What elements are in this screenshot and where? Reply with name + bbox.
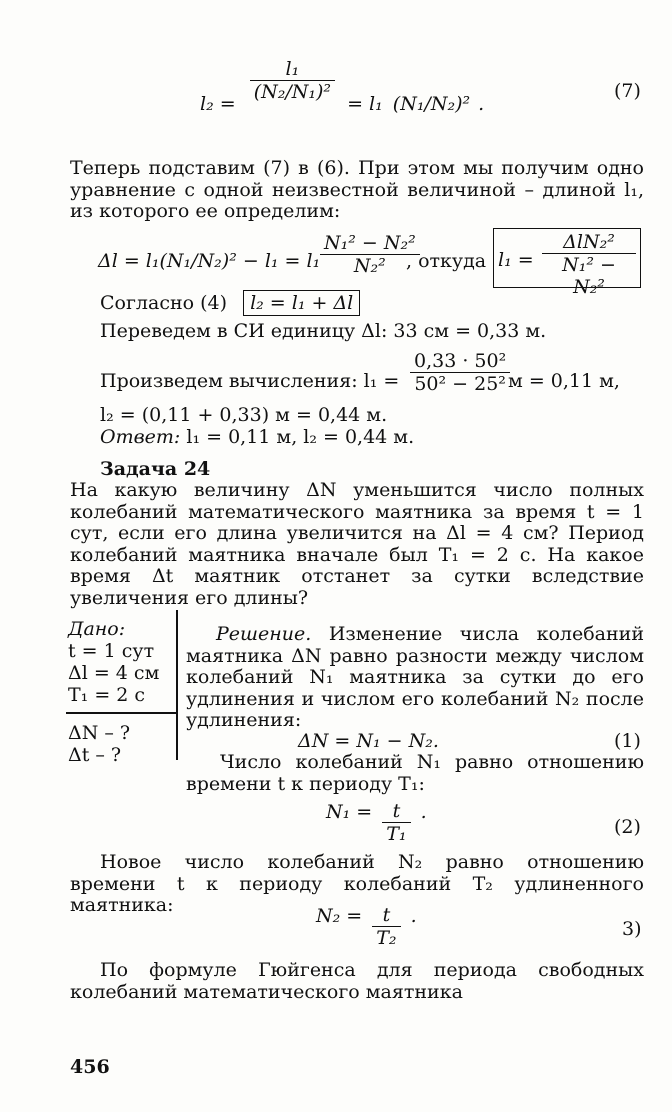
si-conversion-line: Переведем в СИ единицу Δl: 33 см = 0,33 м. — [100, 320, 547, 342]
paragraph-substitute: Теперь подставим (7) в (6). При этом мы получим одно уравнение с одной неизвестной величиной – длиной l₁, из которого ее определим: — [70, 157, 644, 222]
boxed-l2-formula: l₂ = l₁ + Δl — [243, 290, 360, 316]
formula-delta-l-left: Δl = l₁(N₁/N₂)² − l₁ = l₁ — [98, 250, 321, 272]
boxed-l1-numerator: ΔlN₂² — [542, 231, 636, 254]
solution-lead: Решение. — [216, 623, 312, 645]
formula-delta-l — [98, 231, 648, 298]
equation-2-lhs: N₁ = — [326, 800, 373, 823]
formula-delta-l-otkuda: , откуда — [406, 250, 487, 272]
equation-3-lhs: N₂ = — [316, 904, 363, 927]
equation-2-denominator: T₁ — [386, 823, 407, 845]
find-item: Δt – ? — [68, 744, 122, 766]
given-horizontal-divider — [66, 712, 176, 714]
solution-text-4: По формуле Гюйгенса для периода свободных колебаний математического маятника — [70, 959, 644, 1003]
answer-label: Ответ: — [100, 426, 181, 448]
equation-2-end: . — [420, 800, 427, 823]
formula-7-numerator: l₁ — [250, 58, 335, 81]
equation-3-end: . — [410, 904, 417, 927]
formula-delta-l-denominator: N₂² — [353, 255, 386, 277]
formula-7 — [200, 58, 485, 115]
calculation-numerator: 0,33 · 50² — [410, 350, 510, 373]
equation-1-label: (1) — [614, 730, 641, 752]
formula-7-denominator: (N₂/N₁)² — [253, 81, 332, 103]
given-item: t = 1 сут — [68, 640, 155, 662]
calculation-line — [100, 350, 650, 410]
equation-3-label: 3) — [622, 918, 642, 940]
calculation-denominator: 50² − 25² — [414, 373, 506, 395]
calculation-prefix: Произведем вычисления: l₁ = — [100, 370, 400, 392]
page-number: 456 — [70, 1056, 110, 1078]
boxed-l1-fraction — [542, 231, 636, 298]
equation-1: ΔN = N₁ − N₂. — [298, 730, 439, 752]
l2-result-line: l₂ = (0,11 + 0,33) м = 0,44 м. — [100, 404, 388, 426]
solution-body: Изменение числа колебаний маятника ΔN равно разности между числом колебаний N₁ маятника за сутки до его удлинения и числом его колебаний N₂ после удлинения: — [186, 623, 644, 731]
task-title: Задача 24 — [100, 458, 211, 480]
equation-2 — [326, 800, 427, 845]
answer-line — [100, 426, 414, 448]
formula-7-paren: (N₁/N₂)² — [392, 92, 471, 115]
task-text: На какую величину ΔN уменьшится число полных колебаний математического маятника за время t = 1 сут, если его длина увеличится на Δl = 4 см? Период колебаний маятника вначале был T₁ = 2 с. На какое время Δt маятник отстанет за сутки вследствие увеличения его длины? — [70, 479, 644, 609]
given-label: Дано: — [68, 618, 126, 640]
boxed-l1-denominator: N₁² − N₂² — [562, 254, 616, 298]
answer-text: l₁ = 0,11 м, l₂ = 0,44 м. — [186, 426, 415, 448]
calculation-fraction — [410, 350, 510, 395]
equation-2-numerator: t — [382, 800, 410, 823]
given-vertical-divider — [176, 610, 178, 760]
formula-7-label: (7) — [614, 80, 641, 102]
solution-text-3: Новое число колебаний N₂ равно отношению времени t к периоду колебаний T₂ удлиненного маятника: — [70, 851, 644, 916]
soglasno-text: Согласно (4) — [100, 292, 228, 314]
solution-text-2: Число колебаний N₁ равно отношению времени t к периоду T₁: — [186, 751, 644, 795]
boxed-l1-lhs: l₁ = — [498, 249, 534, 271]
calculation-suffix: м = 0,11 м, — [508, 370, 620, 392]
equation-2-label: (2) — [614, 816, 641, 838]
equation-3-fraction — [372, 904, 400, 949]
formula-7-fraction — [250, 58, 335, 103]
formula-7-mid: = l₁ — [347, 92, 383, 115]
equation-3-denominator: T₂ — [376, 927, 397, 949]
soglasno-line — [100, 292, 360, 314]
formula-7-end: . — [478, 92, 485, 115]
equation-3-numerator: t — [372, 904, 400, 927]
find-item: ΔN – ? — [68, 722, 131, 744]
formula-delta-l-numerator: N₁² − N₂² — [320, 232, 420, 255]
formula-7-lhs: l₂ = — [200, 92, 236, 115]
boxed-l1-formula — [493, 228, 641, 298]
equation-3 — [316, 904, 417, 949]
given-item: Δl = 4 см — [68, 662, 160, 684]
equation-2-fraction — [382, 800, 410, 845]
given-item: T₁ = 2 с — [68, 684, 146, 706]
solution-text — [186, 624, 644, 732]
formula-delta-l-fraction — [320, 232, 420, 277]
